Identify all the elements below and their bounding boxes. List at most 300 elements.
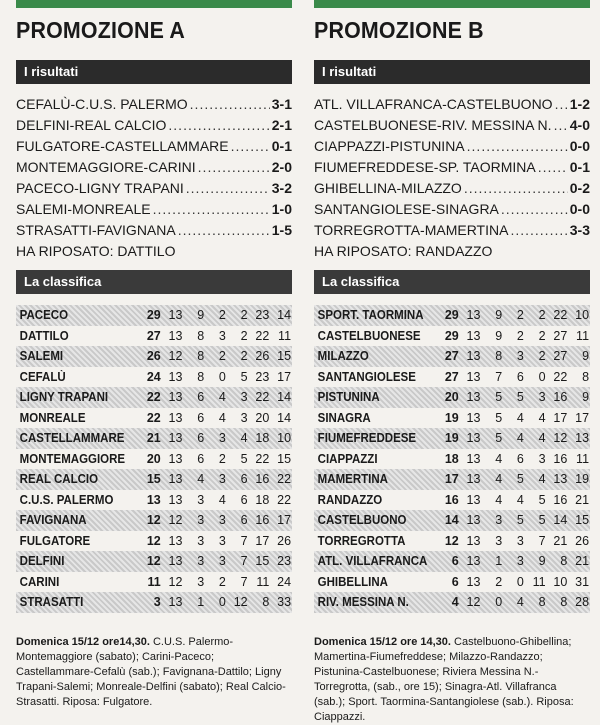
stat-cell: 27	[444, 369, 459, 384]
stat-cell: 4	[538, 472, 546, 487]
standings-row	[16, 592, 292, 613]
stat-cell: 3	[240, 390, 248, 405]
stat-cell: 13	[466, 328, 481, 343]
team-name: MAMERTINA	[317, 472, 388, 487]
stat-cell: 20	[255, 410, 270, 425]
result-match: DELFINI-REAL CALCIO	[16, 117, 167, 133]
stat-cell: 22	[255, 390, 270, 405]
result-score: 3-1	[271, 96, 292, 112]
team-name: DELFINI	[19, 554, 65, 569]
stat-cell: 13	[466, 554, 481, 569]
stat-cell: 11	[576, 328, 590, 343]
team-name: RIV. MESSINA N.	[317, 595, 409, 610]
stat-cell: 5	[516, 390, 524, 405]
stat-cell: 13	[466, 308, 481, 323]
stat-cell: 0	[495, 595, 503, 610]
stat-cell: 3	[218, 431, 226, 446]
next-round-note	[16, 635, 292, 710]
team-name: PACECO	[19, 308, 69, 323]
team-name: CEFALÙ	[19, 369, 66, 384]
stat-cell: 12	[146, 533, 161, 548]
team-name: MONTEMAGGIORE	[19, 451, 126, 466]
stat-cell: 3	[197, 492, 205, 507]
team-name: CARINI	[19, 574, 60, 589]
stat-cell: 10	[553, 574, 568, 589]
standings-row	[16, 346, 292, 367]
result-row	[16, 180, 292, 201]
stat-cell: 2	[516, 328, 524, 343]
result-match: CIAPPAZZI-PISTUNINA	[314, 138, 465, 154]
result-score: 1-2	[569, 96, 590, 112]
standings-table	[314, 305, 590, 613]
result-match: TORREGROTTA-MAMERTINA	[314, 222, 509, 238]
result-score: 0-1	[271, 138, 292, 154]
stat-cell: 21	[553, 533, 568, 548]
team-name: DATTILO	[19, 328, 69, 343]
stat-cell: 15	[146, 472, 161, 487]
stat-cell: 13	[466, 513, 481, 528]
leader-dots	[510, 222, 567, 238]
team-name: CIAPPAZZI	[317, 451, 378, 466]
stat-cell: 6	[240, 492, 248, 507]
standings-row	[16, 572, 292, 593]
stat-cell: 8	[582, 369, 590, 384]
team-name: CASTELBUONESE	[317, 328, 421, 343]
rested-team: HA RIPOSATO: RANDAZZO	[314, 243, 493, 259]
rested-team: HA RIPOSATO: DATTILO	[16, 243, 176, 259]
result-score: 2-0	[271, 159, 292, 175]
stat-cell: 13	[466, 390, 481, 405]
stat-cell: 29	[444, 328, 459, 343]
team-name: ATL. VILLAFRANCA	[317, 554, 428, 569]
stat-cell: 13	[168, 554, 183, 569]
result-row	[314, 117, 590, 138]
stat-cell: 12	[233, 595, 248, 610]
result-score: 3-2	[271, 180, 292, 196]
standings-row	[16, 469, 292, 490]
stat-cell: 13	[466, 533, 481, 548]
stat-cell: 27	[444, 349, 459, 364]
stat-cell: 10	[277, 431, 292, 446]
stat-cell: 4	[538, 410, 546, 425]
stat-cell: 22	[277, 492, 292, 507]
stat-cell: 16	[255, 472, 270, 487]
team-name: CASTELLAMMARE	[19, 431, 125, 446]
stat-cell: 6	[240, 472, 248, 487]
standings-header: La classifica	[16, 270, 292, 294]
stat-cell: 2	[538, 328, 546, 343]
standings-row	[16, 326, 292, 347]
stat-cell: 8	[495, 349, 503, 364]
stat-cell: 3	[218, 554, 226, 569]
result-match: ATL. VILLAFRANCA-CASTELBUONO	[314, 96, 553, 112]
stat-cell: 10	[575, 308, 590, 323]
stat-cell: 11	[256, 574, 270, 589]
stat-cell: 7	[240, 533, 248, 548]
team-name: SANTANGIOLESE	[317, 369, 416, 384]
stat-cell: 18	[255, 492, 270, 507]
standings-row	[314, 326, 590, 347]
stat-cell: 26	[575, 533, 590, 548]
stat-cell: 22	[146, 390, 161, 405]
stat-cell: 3	[218, 472, 226, 487]
standings-table	[16, 305, 292, 613]
stat-cell: 17	[277, 513, 292, 528]
stat-cell: 15	[277, 451, 292, 466]
result-score: 1-0	[271, 201, 292, 217]
standings-row	[314, 367, 590, 388]
stat-cell: 3	[516, 533, 524, 548]
result-score: 1-5	[271, 222, 292, 238]
stat-cell: 31	[575, 574, 590, 589]
stat-cell: 13	[168, 410, 183, 425]
stat-cell: 13	[168, 533, 183, 548]
stat-cell: 13	[466, 492, 481, 507]
stat-cell: 11	[278, 328, 292, 343]
stat-cell: 2	[240, 349, 248, 364]
stat-cell: 22	[553, 369, 568, 384]
stat-cell: 12	[168, 574, 183, 589]
result-row	[16, 159, 292, 180]
stat-cell: 8	[538, 595, 546, 610]
stat-cell: 21	[575, 492, 590, 507]
stat-cell: 2	[538, 308, 546, 323]
stat-cell: 4	[240, 431, 248, 446]
team-name: MILAZZO	[317, 349, 369, 364]
stat-cell: 13	[466, 369, 481, 384]
next-round-fixtures: C.U.S. Palermo-Montemaggiore (sabato); Carini-Paceco; Castellammare-Cefalù (sab.); Favignana-Dattilo; Ligny Trapani-Salemi; Monreale-Delfini (sabato); Real Calcio-Strasatti. Riposa: Fulgatore.	[16, 636, 286, 708]
team-name: LIGNY TRAPANI	[19, 390, 109, 405]
stat-cell: 13	[575, 431, 590, 446]
stat-cell: 3	[495, 513, 503, 528]
stat-cell: 2	[218, 349, 226, 364]
stat-cell: 29	[146, 308, 161, 323]
result-row	[314, 138, 590, 159]
leader-dots	[555, 96, 568, 112]
team-name: FAVIGNANA	[19, 513, 87, 528]
stat-cell: 14	[444, 513, 459, 528]
stat-cell: 6	[197, 451, 205, 466]
stat-cell: 22	[146, 410, 161, 425]
team-name: FIUMEFREDDESE	[317, 431, 417, 446]
stat-cell: 3	[218, 328, 226, 343]
stat-cell: 8	[262, 595, 270, 610]
team-name: FULGATORE	[19, 533, 91, 548]
standings-row	[314, 428, 590, 449]
stat-cell: 3	[153, 595, 161, 610]
stat-cell: 13	[168, 595, 183, 610]
stat-cell: 2	[240, 308, 248, 323]
top-strip-b	[314, 0, 590, 8]
stat-cell: 4	[218, 410, 226, 425]
standings-row	[314, 408, 590, 429]
stat-cell: 12	[146, 513, 161, 528]
stat-cell: 5	[495, 390, 503, 405]
standings-row	[16, 408, 292, 429]
standings-row	[16, 449, 292, 470]
team-name: STRASATTI	[19, 595, 84, 610]
stat-cell: 3	[516, 349, 524, 364]
stat-cell: 6	[516, 451, 524, 466]
standings-row	[16, 551, 292, 572]
stat-cell: 18	[255, 431, 270, 446]
stat-cell: 1	[495, 554, 503, 569]
stat-cell: 5	[240, 451, 248, 466]
team-name: REAL CALCIO	[19, 472, 99, 487]
stat-cell: 9	[538, 554, 546, 569]
team-name: PISTUNINA	[317, 390, 380, 405]
team-name: TORREGROTTA	[317, 533, 406, 548]
stat-cell: 5	[240, 369, 248, 384]
stat-cell: 0	[218, 369, 226, 384]
stat-cell: 17	[553, 410, 568, 425]
leader-dots	[168, 117, 269, 133]
standings-row	[314, 490, 590, 511]
stat-cell: 7	[538, 533, 546, 548]
stat-cell: 3	[495, 533, 503, 548]
standings-row	[314, 572, 590, 593]
stat-cell: 33	[277, 595, 292, 610]
stat-cell: 4	[218, 492, 226, 507]
standings-row	[314, 531, 590, 552]
stat-cell: 2	[538, 349, 546, 364]
stat-cell: 3	[197, 554, 205, 569]
stat-cell: 13	[553, 472, 568, 487]
result-row	[16, 138, 292, 159]
section-title: PROMOZIONE B	[314, 17, 484, 43]
results-header: I risultati	[314, 60, 590, 84]
results-list	[314, 96, 590, 264]
stat-cell: 13	[168, 328, 183, 343]
result-row	[314, 96, 590, 117]
stat-cell: 2	[218, 574, 226, 589]
result-row	[314, 159, 590, 180]
standings-row	[314, 510, 590, 531]
stat-cell: 9	[582, 349, 590, 364]
standings-row	[314, 305, 590, 326]
stat-cell: 7	[495, 369, 503, 384]
stat-cell: 13	[168, 472, 183, 487]
stat-cell: 26	[146, 349, 161, 364]
stat-cell: 5	[495, 410, 503, 425]
result-row	[314, 222, 590, 243]
stat-cell: 2	[218, 308, 226, 323]
stat-cell: 9	[582, 390, 590, 405]
stat-cell: 6	[240, 513, 248, 528]
stat-cell: 28	[575, 595, 590, 610]
result-row	[16, 96, 292, 117]
top-strip-a	[16, 0, 292, 8]
stat-cell: 3	[240, 410, 248, 425]
stat-cell: 4	[451, 595, 459, 610]
stat-cell: 12	[146, 554, 161, 569]
stat-cell: 13	[168, 308, 183, 323]
stat-cell: 3	[516, 554, 524, 569]
stat-cell: 27	[146, 328, 161, 343]
stat-cell: 3	[538, 390, 546, 405]
standings-row	[314, 551, 590, 572]
stat-cell: 13	[466, 472, 481, 487]
stat-cell: 18	[444, 451, 459, 466]
stat-cell: 3	[218, 533, 226, 548]
result-score: 0-0	[569, 138, 590, 154]
stat-cell: 4	[495, 492, 503, 507]
stat-cell: 3	[538, 451, 546, 466]
result-row	[314, 180, 590, 201]
stat-cell: 16	[444, 492, 459, 507]
result-match: CEFALÙ-C.U.S. PALERMO	[16, 96, 188, 112]
leader-dots	[554, 117, 568, 133]
team-name: CASTELBUONO	[317, 513, 407, 528]
stat-cell: 13	[168, 492, 183, 507]
stat-cell: 4	[197, 472, 205, 487]
team-name: SPORT. TAORMINA	[317, 308, 424, 323]
stat-cell: 17	[444, 472, 459, 487]
stat-cell: 22	[553, 308, 568, 323]
stat-cell: 6	[197, 410, 205, 425]
stat-cell: 13	[466, 431, 481, 446]
result-match: PACECO-LIGNY TRAPANI	[16, 180, 184, 196]
stat-cell: 11	[576, 451, 590, 466]
stat-cell: 12	[444, 533, 459, 548]
stat-cell: 13	[168, 431, 183, 446]
stat-cell: 4	[516, 595, 524, 610]
stat-cell: 6	[451, 554, 459, 569]
stat-cell: 8	[560, 595, 568, 610]
stat-cell: 6	[451, 574, 459, 589]
stat-cell: 14	[553, 513, 568, 528]
stat-cell: 19	[444, 410, 459, 425]
stat-cell: 24	[146, 369, 161, 384]
stat-cell: 11	[147, 574, 161, 589]
stat-cell: 13	[168, 451, 183, 466]
stat-cell: 22	[255, 451, 270, 466]
standings-row	[16, 305, 292, 326]
stat-cell: 27	[553, 349, 568, 364]
result-match: GHIBELLINA-MILAZZO	[314, 180, 462, 196]
stat-cell: 12	[553, 431, 568, 446]
leader-dots	[467, 138, 568, 154]
team-name: C.U.S. PALERMO	[19, 492, 114, 507]
stat-cell: 7	[240, 554, 248, 569]
stat-cell: 3	[218, 513, 226, 528]
stat-cell: 22	[277, 472, 292, 487]
leader-dots	[153, 201, 270, 217]
stat-cell: 9	[495, 328, 503, 343]
result-match: FIUMEFREDDESE-SP. TAORMINA	[314, 159, 536, 175]
standings-row	[16, 490, 292, 511]
standings-row	[314, 592, 590, 613]
stat-cell: 5	[495, 431, 503, 446]
result-match: SANTANGIOLESE-SINAGRA	[314, 201, 499, 217]
leader-dots	[198, 159, 270, 175]
stat-cell: 3	[197, 574, 205, 589]
stat-cell: 0	[538, 369, 546, 384]
stat-cell: 27	[553, 328, 568, 343]
stat-cell: 14	[277, 390, 292, 405]
team-name: GHIBELLINA	[317, 574, 388, 589]
stat-cell: 4	[495, 472, 503, 487]
stat-cell: 13	[466, 349, 481, 364]
stat-cell: 16	[255, 513, 270, 528]
stat-cell: 15	[575, 513, 590, 528]
standings-header: La classifica	[314, 270, 590, 294]
stat-cell: 5	[538, 492, 546, 507]
stat-cell: 8	[197, 369, 205, 384]
result-score: 4-0	[569, 117, 590, 133]
stat-cell: 8	[197, 328, 205, 343]
result-row	[16, 201, 292, 222]
stat-cell: 20	[444, 390, 459, 405]
standings-row	[16, 531, 292, 552]
stat-cell: 9	[495, 308, 503, 323]
result-row	[16, 117, 292, 138]
team-name: SALEMI	[19, 349, 64, 364]
standings-row	[16, 428, 292, 449]
stat-cell: 13	[146, 492, 161, 507]
stat-cell: 2	[218, 451, 226, 466]
stat-cell: 5	[516, 472, 524, 487]
stat-cell: 19	[575, 472, 590, 487]
stat-cell: 15	[255, 554, 270, 569]
stat-cell: 3	[197, 513, 205, 528]
stat-cell: 13	[168, 390, 183, 405]
stat-cell: 6	[197, 390, 205, 405]
stat-cell: 29	[444, 308, 459, 323]
stat-cell: 4	[516, 492, 524, 507]
stat-cell: 17	[255, 533, 270, 548]
stat-cell: 0	[218, 595, 226, 610]
result-row	[314, 201, 590, 222]
stat-cell: 1	[197, 595, 205, 610]
stat-cell: 21	[575, 554, 590, 569]
stat-cell: 4	[495, 451, 503, 466]
stat-cell: 22	[255, 328, 270, 343]
stat-cell: 16	[553, 390, 568, 405]
stat-cell: 6	[516, 369, 524, 384]
result-match: SALEMI-MONREALE	[16, 201, 151, 217]
result-score: 2-1	[271, 117, 292, 133]
stat-cell: 8	[560, 554, 568, 569]
stat-cell: 0	[516, 574, 524, 589]
result-score: 0-1	[569, 159, 590, 175]
leader-dots	[501, 201, 568, 217]
stat-cell: 13	[466, 410, 481, 425]
result-score: 3-3	[569, 222, 590, 238]
stat-cell: 2	[516, 308, 524, 323]
next-round-fixtures: Castelbuono-Ghibellina; Mamertina-Fiumefreddese; Milazzo-Randazzo; Pistunina-Castelbuonese; Riviera Messina N.-Torregrotta, (sab., ore 15); Sinagra-Atl. Villafranca (sab.); Sport. Taormina-Santangiolese (sab.). Riposa: Ciappazzi.	[314, 636, 574, 723]
stat-cell: 4	[516, 431, 524, 446]
stat-cell: 11	[532, 574, 546, 589]
stat-cell: 9	[197, 308, 205, 323]
stat-cell: 3	[197, 533, 205, 548]
standings-row	[16, 510, 292, 531]
stat-cell: 8	[197, 349, 205, 364]
stat-cell: 7	[240, 574, 248, 589]
result-match: MONTEMAGGIORE-CARINI	[16, 159, 196, 175]
leader-dots	[538, 159, 568, 175]
stat-cell: 23	[255, 308, 270, 323]
stat-cell: 12	[466, 595, 481, 610]
standings-row	[314, 469, 590, 490]
stat-cell: 14	[277, 308, 292, 323]
results-list	[16, 96, 292, 264]
standings-row	[314, 387, 590, 408]
standings-row	[16, 367, 292, 388]
stat-cell: 26	[277, 533, 292, 548]
stat-cell: 4	[218, 390, 226, 405]
stat-cell: 13	[466, 574, 481, 589]
